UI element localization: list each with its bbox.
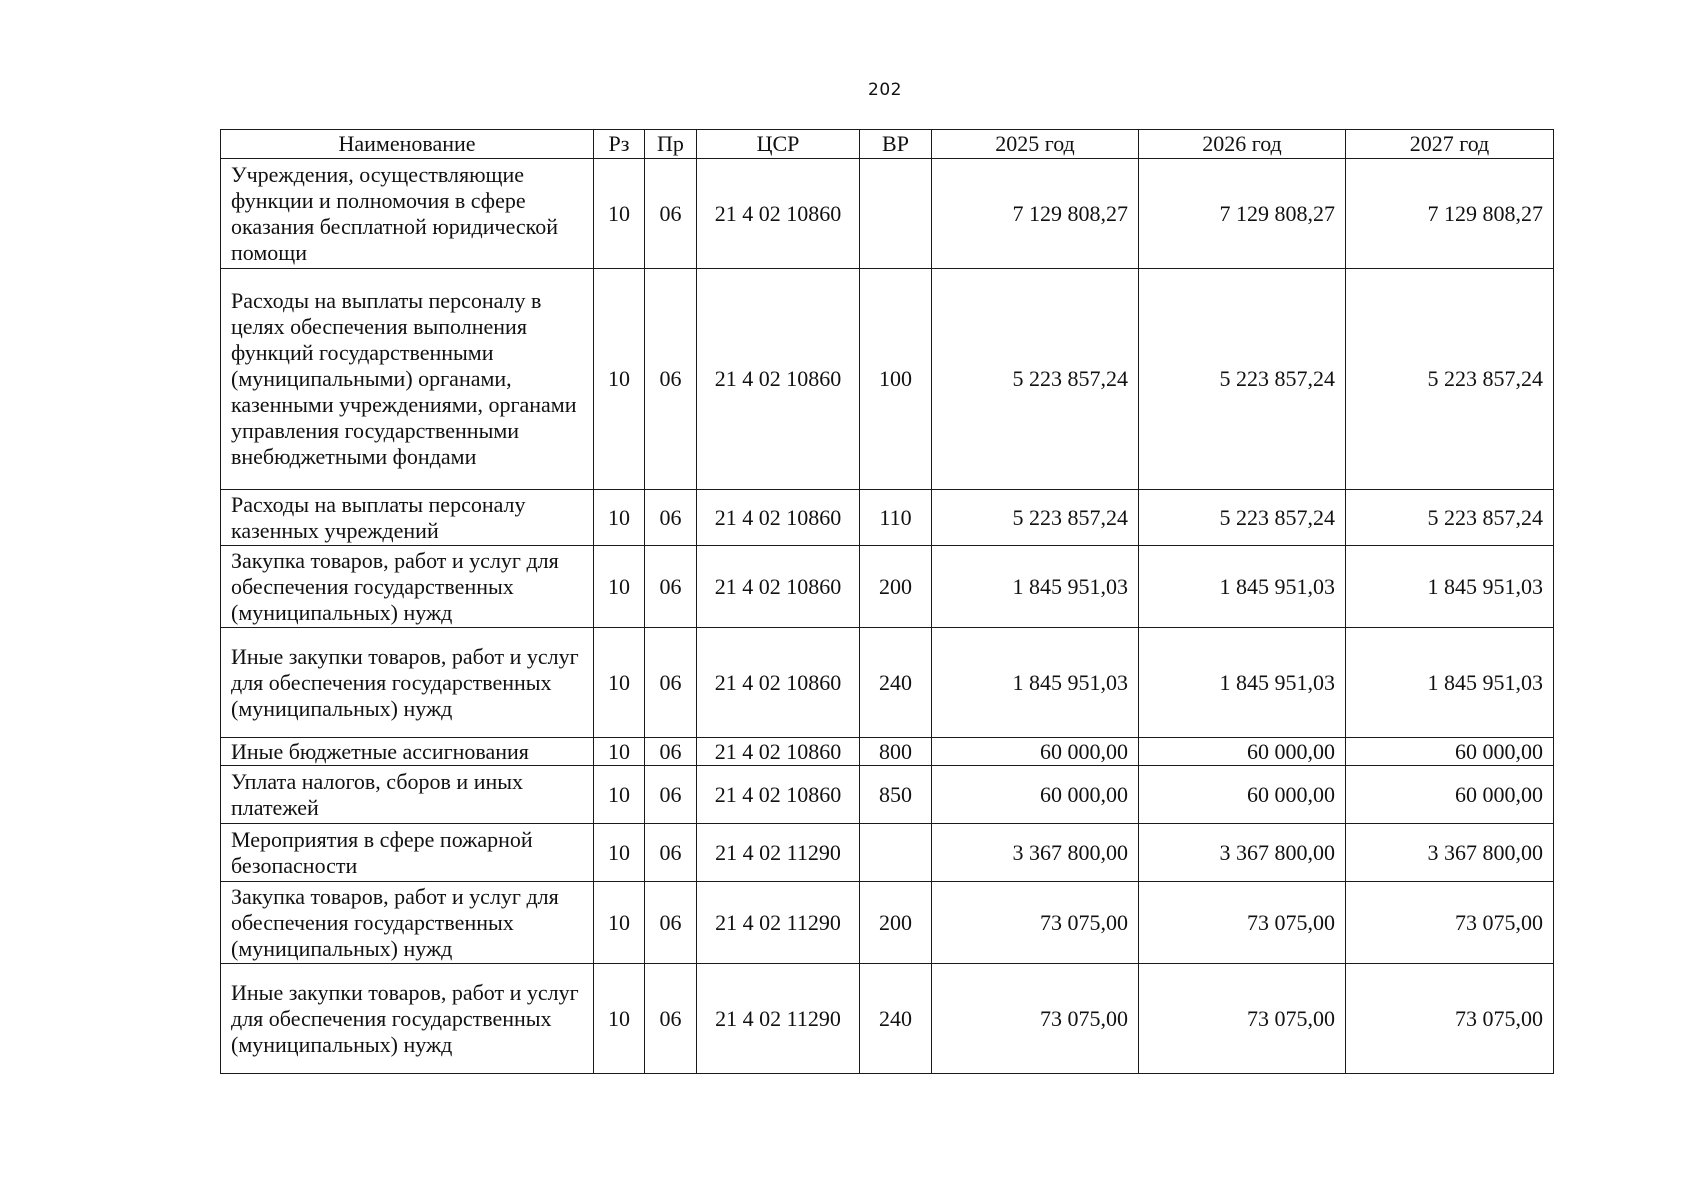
row-name: Расходы на выплаты персоналу казенных учреждений — [221, 490, 594, 546]
row-2025: 7 129 808,27 — [932, 159, 1139, 269]
table-row — [221, 882, 1554, 964]
row-pr: 06 — [645, 882, 697, 964]
row-2025: 73 075,00 — [932, 882, 1139, 964]
row-vr: 110 — [860, 490, 932, 546]
row-pr: 06 — [645, 159, 697, 269]
table-row — [221, 824, 1554, 882]
row-2026: 73 075,00 — [1139, 964, 1346, 1074]
row-2026: 3 367 800,00 — [1139, 824, 1346, 882]
row-name: Иные закупки товаров, работ и услуг для обеспечения государственных (муниципальных) нужд — [221, 628, 594, 738]
row-csr: 21 4 02 10860 — [697, 159, 860, 269]
row-2026: 60 000,00 — [1139, 738, 1346, 766]
row-vr — [860, 159, 932, 269]
row-2025: 1 845 951,03 — [932, 628, 1139, 738]
row-pr: 06 — [645, 546, 697, 628]
table-row — [221, 269, 1554, 490]
row-csr: 21 4 02 10860 — [697, 269, 860, 490]
row-rz: 10 — [594, 159, 645, 269]
row-name: Иные закупки товаров, работ и услуг для обеспечения государственных (муниципальных) нужд — [221, 964, 594, 1074]
row-rz: 10 — [594, 766, 645, 824]
row-csr: 21 4 02 11290 — [697, 964, 860, 1074]
row-vr: 800 — [860, 738, 932, 766]
row-name: Уплата налогов, сборов и иных платежей — [221, 766, 594, 824]
row-vr: 240 — [860, 628, 932, 738]
header-2027: 2027 год — [1346, 130, 1554, 159]
row-name: Учреждения, осуществляющие функции и полномочия в сфере оказания бесплатной юридической помощи — [221, 159, 594, 269]
header-2025: 2025 год — [932, 130, 1139, 159]
row-pr: 06 — [645, 964, 697, 1074]
table-row — [221, 766, 1554, 824]
page-number: 202 — [868, 80, 902, 100]
row-name: Закупка товаров, работ и услуг для обеспечения государственных (муниципальных) нужд — [221, 882, 594, 964]
row-name: Мероприятия в сфере пожарной безопасности — [221, 824, 594, 882]
row-2026: 5 223 857,24 — [1139, 490, 1346, 546]
row-rz: 10 — [594, 824, 645, 882]
row-csr: 21 4 02 10860 — [697, 766, 860, 824]
row-pr: 06 — [645, 766, 697, 824]
row-2026: 7 129 808,27 — [1139, 159, 1346, 269]
row-csr: 21 4 02 11290 — [697, 824, 860, 882]
row-name: Закупка товаров, работ и услуг для обеспечения государственных (муниципальных) нужд — [221, 546, 594, 628]
row-2026: 73 075,00 — [1139, 882, 1346, 964]
row-rz: 10 — [594, 269, 645, 490]
header-csr: ЦСР — [697, 130, 860, 159]
row-vr: 240 — [860, 964, 932, 1074]
header-name: Наименование — [221, 130, 594, 159]
row-rz: 10 — [594, 738, 645, 766]
row-2025: 60 000,00 — [932, 766, 1139, 824]
row-2027: 7 129 808,27 — [1346, 159, 1554, 269]
row-name: Расходы на выплаты персоналу в целях обеспечения выполнения функций государственными (муниципальными) органами, казенными учреждениями, органами управления государственными внебюджетными фондами — [221, 269, 594, 490]
budget-table — [220, 129, 1554, 1074]
row-2025: 60 000,00 — [932, 738, 1139, 766]
row-pr: 06 — [645, 738, 697, 766]
table-row — [221, 546, 1554, 628]
row-vr: 200 — [860, 882, 932, 964]
row-vr: 200 — [860, 546, 932, 628]
row-2026: 1 845 951,03 — [1139, 546, 1346, 628]
row-2025: 3 367 800,00 — [932, 824, 1139, 882]
row-2026: 5 223 857,24 — [1139, 269, 1346, 490]
table-row — [221, 490, 1554, 546]
table-row — [221, 628, 1554, 738]
row-pr: 06 — [645, 824, 697, 882]
row-vr: 100 — [860, 269, 932, 490]
table-header-row — [221, 130, 1554, 159]
row-2025: 5 223 857,24 — [932, 490, 1139, 546]
row-2027: 60 000,00 — [1346, 738, 1554, 766]
row-2026: 60 000,00 — [1139, 766, 1346, 824]
row-2027: 1 845 951,03 — [1346, 546, 1554, 628]
row-2025: 1 845 951,03 — [932, 546, 1139, 628]
row-rz: 10 — [594, 628, 645, 738]
table-row — [221, 964, 1554, 1074]
row-csr: 21 4 02 10860 — [697, 546, 860, 628]
row-2027: 5 223 857,24 — [1346, 269, 1554, 490]
row-vr — [860, 824, 932, 882]
row-csr: 21 4 02 10860 — [697, 490, 860, 546]
header-vr: ВР — [860, 130, 932, 159]
row-2027: 3 367 800,00 — [1346, 824, 1554, 882]
row-pr: 06 — [645, 490, 697, 546]
row-2025: 5 223 857,24 — [932, 269, 1139, 490]
header-rz: Рз — [594, 130, 645, 159]
row-rz: 10 — [594, 882, 645, 964]
header-2026: 2026 год — [1139, 130, 1346, 159]
row-2027: 73 075,00 — [1346, 964, 1554, 1074]
row-2027: 1 845 951,03 — [1346, 628, 1554, 738]
table-row — [221, 159, 1554, 269]
row-2027: 60 000,00 — [1346, 766, 1554, 824]
table-row — [221, 738, 1554, 766]
row-2026: 1 845 951,03 — [1139, 628, 1346, 738]
row-2025: 73 075,00 — [932, 964, 1139, 1074]
row-2027: 5 223 857,24 — [1346, 490, 1554, 546]
row-rz: 10 — [594, 546, 645, 628]
row-csr: 21 4 02 11290 — [697, 882, 860, 964]
row-2027: 73 075,00 — [1346, 882, 1554, 964]
row-pr: 06 — [645, 269, 697, 490]
row-vr: 850 — [860, 766, 932, 824]
row-rz: 10 — [594, 964, 645, 1074]
row-rz: 10 — [594, 490, 645, 546]
header-pr: Пр — [645, 130, 697, 159]
row-name: Иные бюджетные ассигнования — [221, 738, 594, 766]
row-csr: 21 4 02 10860 — [697, 628, 860, 738]
row-pr: 06 — [645, 628, 697, 738]
row-csr: 21 4 02 10860 — [697, 738, 860, 766]
